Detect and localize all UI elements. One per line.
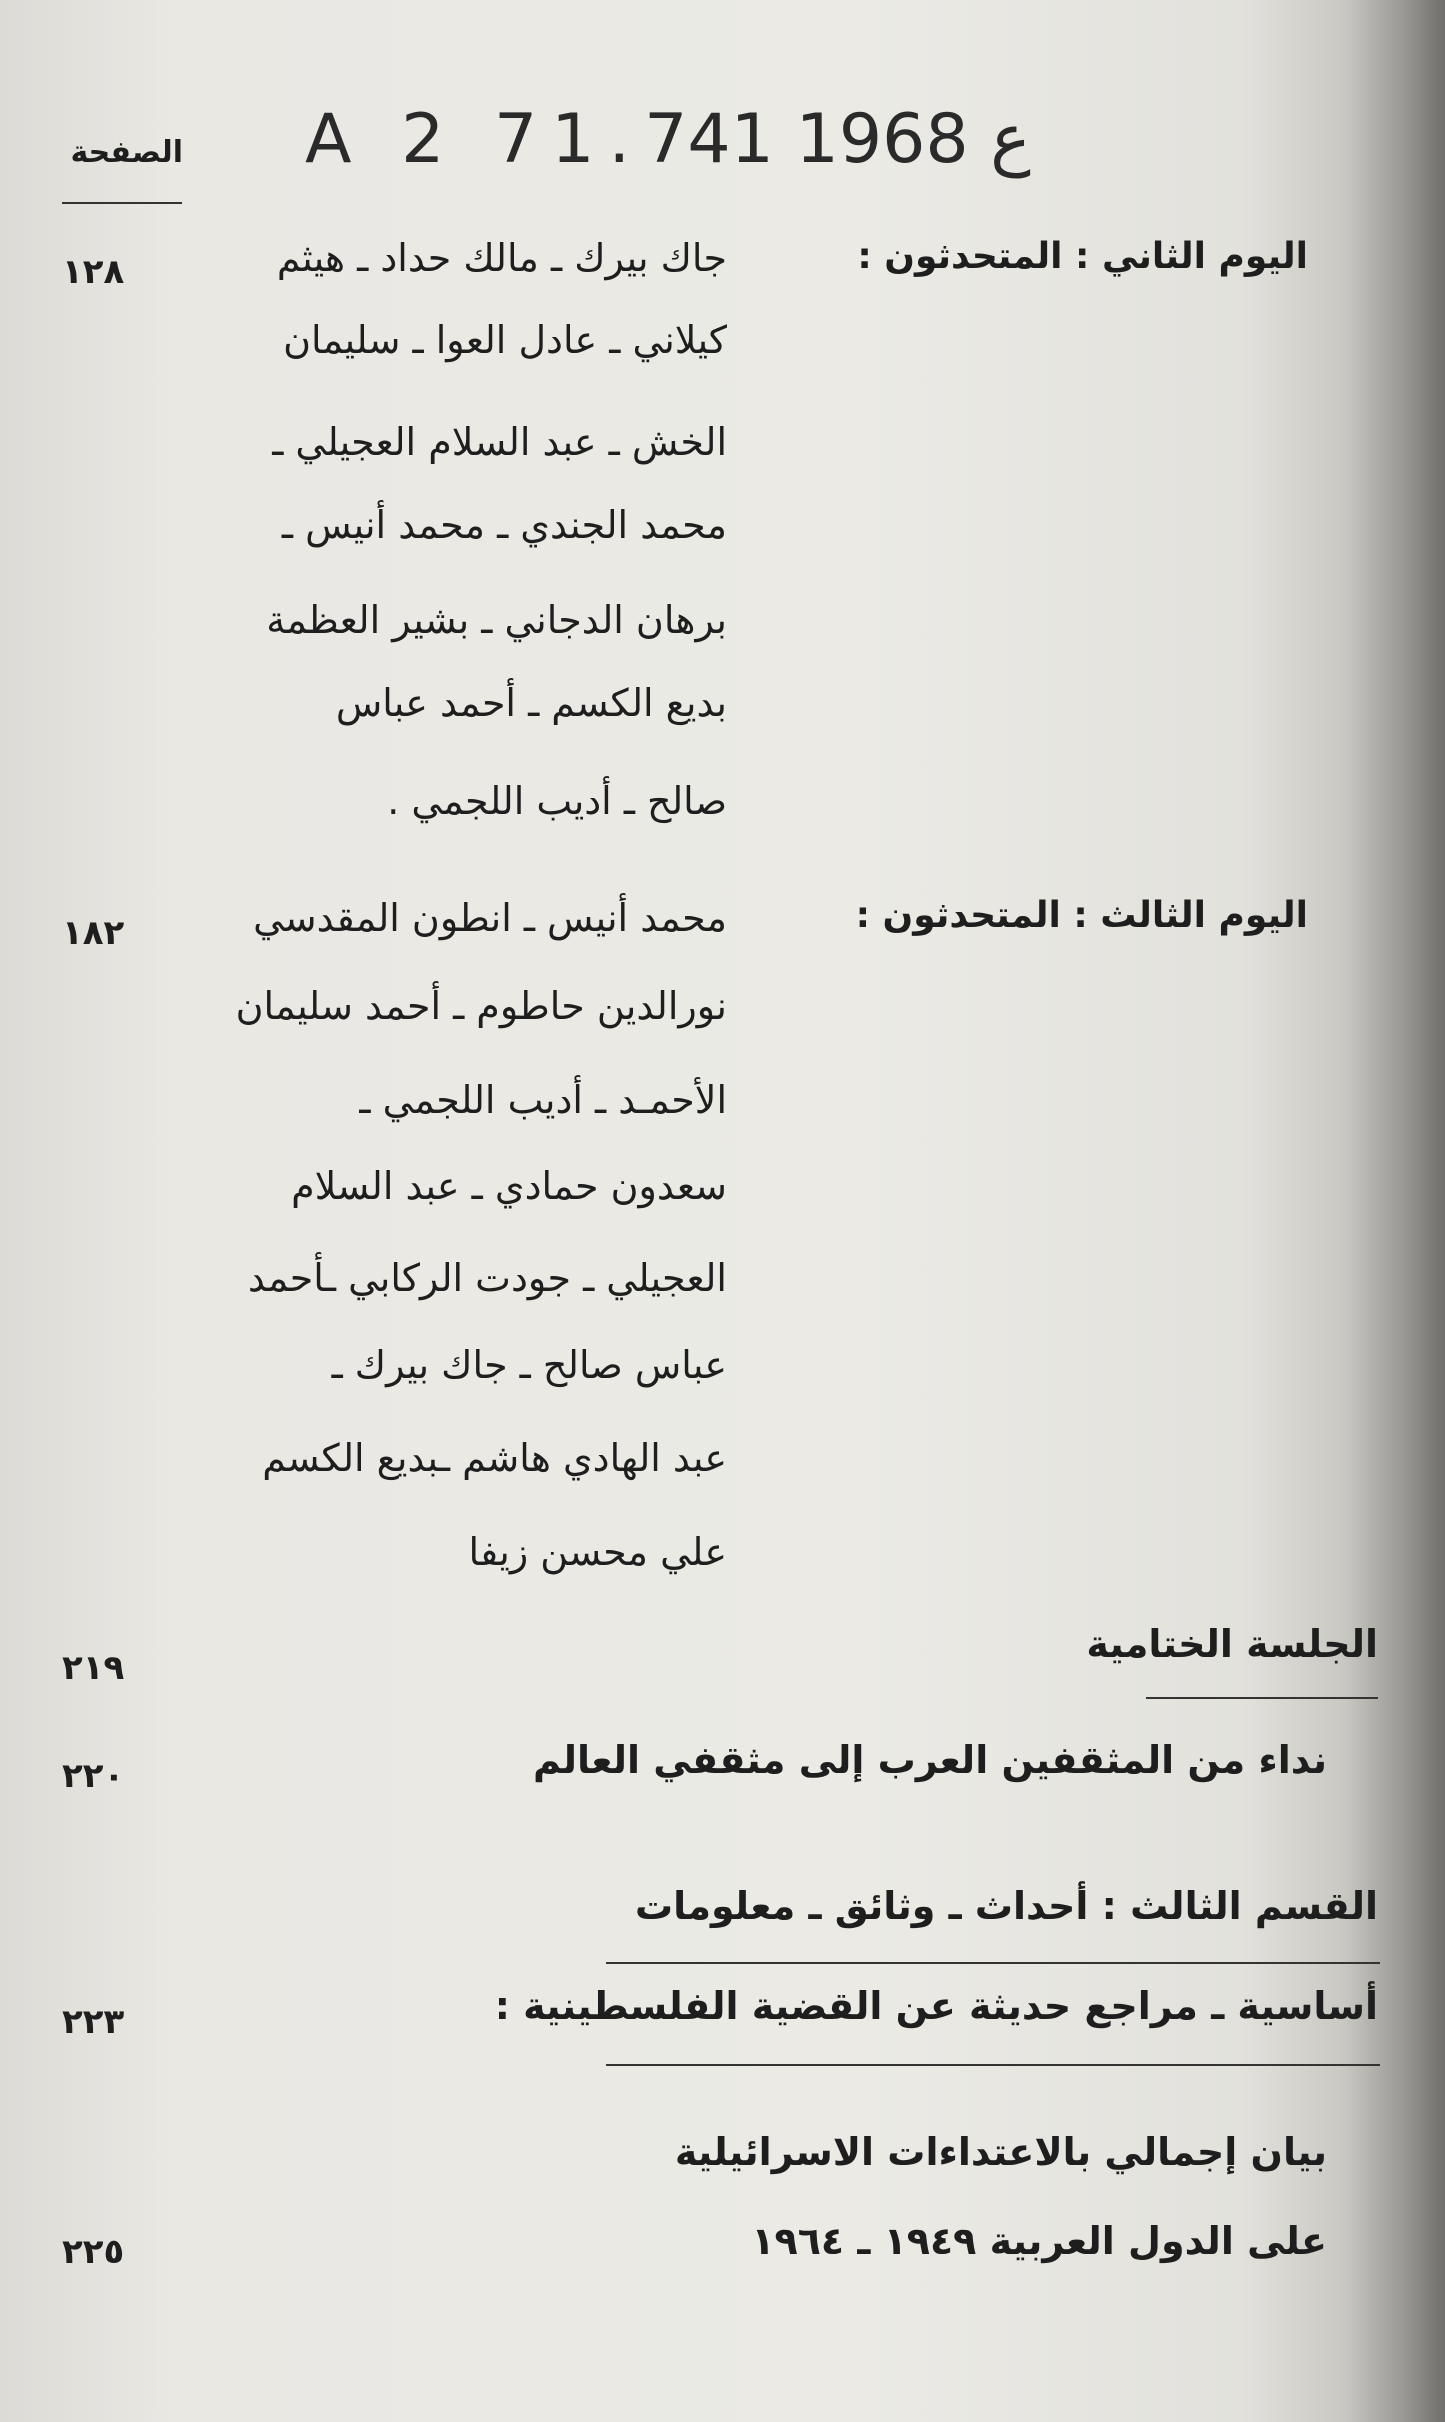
day-two-speaker-line: صالح ـ أديب اللجمي . [387,779,727,823]
day-three-speaker-line: علي محسن زيفا [468,1530,727,1574]
day-three-speaker-line: نورالدين حاطوم ـ أحمد سليمان [235,984,727,1028]
header-underline [62,202,182,204]
day-three-speaker-line: الأحمـد ـ أديب اللجمي ـ [359,1078,727,1122]
day-three-speaker-line: محمد أنيس ـ انطون المقدسي [253,896,727,940]
statement-line1: بيان إجمالي بالاعتداءات الاسرائيلية [674,2130,1327,2174]
page-column-header: الصفحة [70,135,183,170]
day-three-speaker-line: عباس صالح ـ جاك بيرك ـ [331,1343,727,1387]
day-three-label: اليوم الثالث : المتحدثون : [855,895,1308,936]
day-three-page: ١٨٢ [62,913,125,953]
handwritten-reference: A 2 71.ع 1968 741 [305,100,1031,179]
day-two-speaker-line: جاك بيرك ـ مالك حداد ـ هيثم [276,236,727,280]
day-two-speaker-line: بديع الكسم ـ أحمد عباس [335,681,727,725]
appeal-title: نداء من المثقفين العرب إلى مثقفي العالم [532,1738,1327,1782]
statement-page: ٢٢٥ [62,2232,125,2272]
day-three-speaker-line: عبد الهادي هاشم ـبديع الكسم [262,1436,727,1480]
day-three-speaker-line: سعدون حمادي ـ عبد السلام [291,1164,727,1208]
day-two-speaker-line: كيلاني ـ عادل العوا ـ سليمان [283,318,727,362]
day-two-page: ١٢٨ [62,252,125,292]
day-two-label: اليوم الثاني : المتحدثون : [857,236,1308,277]
closing-session-underline [1146,1697,1378,1699]
statement-line2: على الدول العربية ١٩٤٩ ـ ١٩٦٤ [751,2219,1327,2263]
part-three-rule [606,1962,1380,1964]
closing-session-page: ٢١٩ [62,1648,125,1688]
part-three-rule [606,2064,1380,2066]
day-two-speaker-line: الخش ـ عبد السلام العجيلي ـ [272,420,727,464]
day-three-speaker-line: العجيلي ـ جودت الركابي ـأحمد [247,1256,727,1300]
part-three-title-line2: أساسية ـ مراجع حديثة عن القضية الفلسطينية : [494,1984,1378,2028]
appeal-page: ٢٢٠ [62,1756,125,1796]
day-two-speaker-line: برهان الدجاني ـ بشير العظمة [266,598,727,642]
day-two-speaker-line: محمد الجندي ـ محمد أنيس ـ [281,503,727,547]
part-three-title-line1: القسم الثالث : أحداث ـ وثائق ـ معلومات [634,1884,1378,1928]
closing-session-title: الجلسة الختامية [1086,1622,1378,1666]
part-three-page: ٢٢٣ [62,2002,125,2042]
